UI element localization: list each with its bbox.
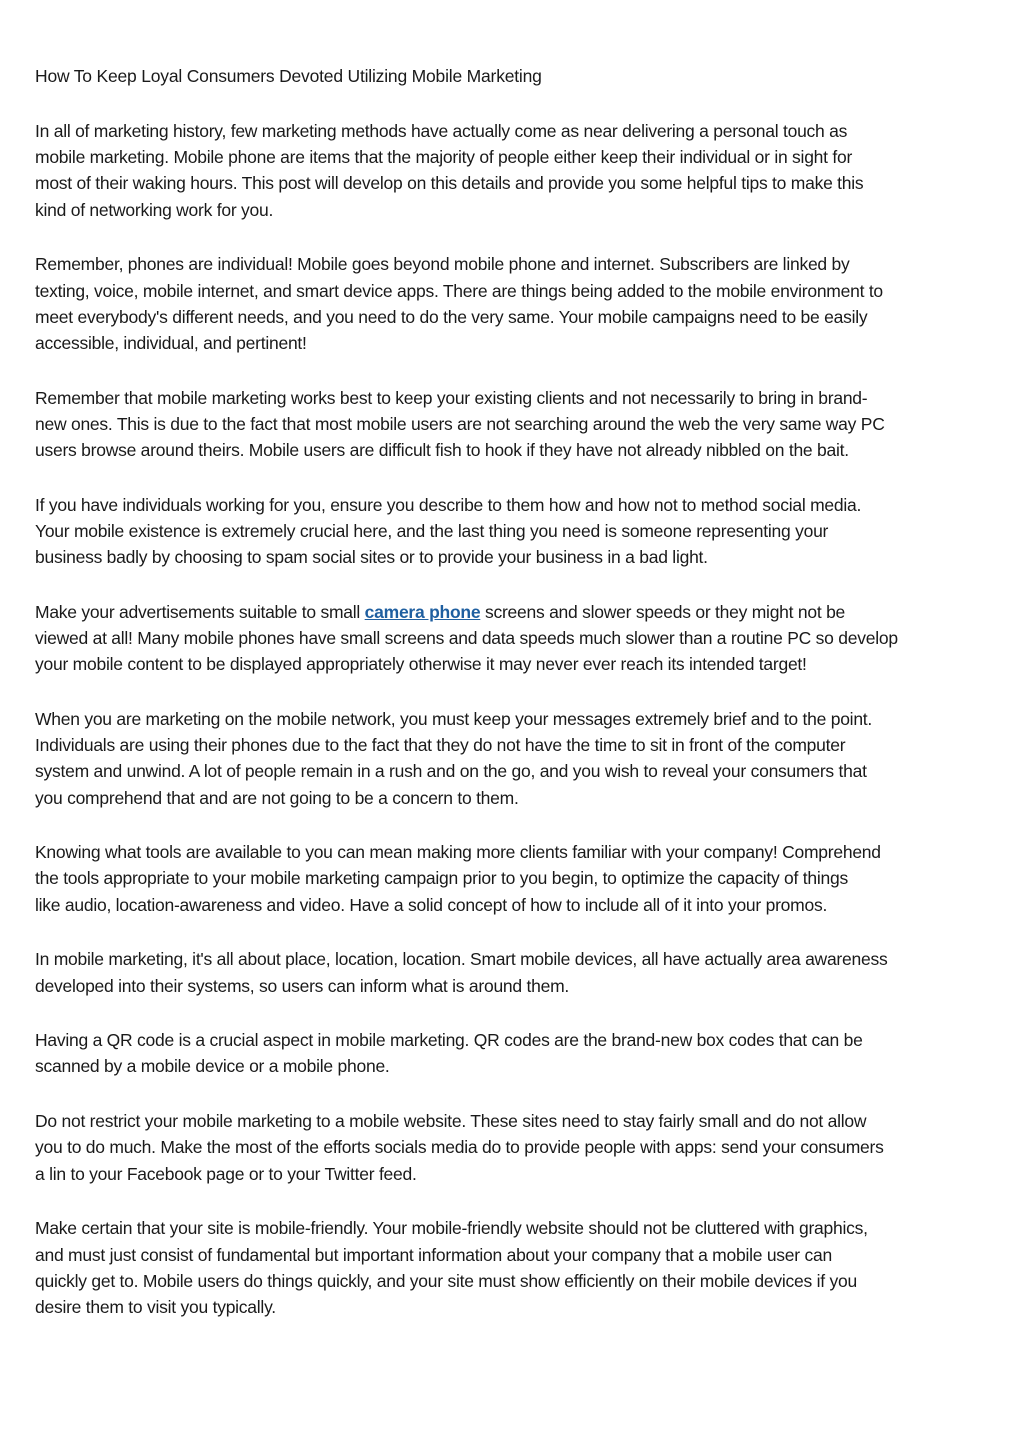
- text-line: your mobile content to be displayed appropriately otherwise it may never ever reach its intended target!: [35, 654, 807, 675]
- text-line: Remember that mobile marketing works best to keep your existing clients and not necessarily to bring in brand-: [35, 387, 868, 408]
- text-line: Make certain that your site is mobile-friendly. Your mobile-friendly website should not be cluttered with graphics,: [35, 1218, 868, 1239]
- document-title: How To Keep Loyal Consumers Devoted Utilizing Mobile Marketing: [35, 66, 542, 86]
- text-line: When you are marketing on the mobile network, you must keep your messages extremely brief and to the point.: [35, 708, 873, 729]
- text-line: Knowing what tools are available to you can mean making more clients familiar with your company! Comprehend: [35, 842, 881, 863]
- text-line: system and unwind. A lot of people remain in a rush and on the go, and you wish to reveal your consumers that: [35, 761, 867, 782]
- text-line: like audio, location-awareness and video. Have a solid concept of how to include all of it into your promos.: [35, 894, 828, 915]
- text-line: Your mobile existence is extremely crucial here, and the last thing you need is someone representing your: [35, 520, 829, 541]
- text-line: you comprehend that and are not going to be a concern to them.: [35, 787, 519, 808]
- paragraph-4: [35, 492, 995, 571]
- paragraph-8: [35, 946, 995, 998]
- document-page: [35, 63, 995, 1349]
- text-line: mobile marketing. Mobile phone are items that the majority of people either keep their individual or in sight for: [35, 147, 853, 168]
- paragraph-1: [35, 118, 995, 223]
- text-after-link: screens and slower speeds or they might not be: [480, 601, 846, 622]
- text-line: users browse around theirs. Mobile users are difficult fish to hook if they have not already nibbled on the bait.: [35, 440, 849, 461]
- paragraph-9: [35, 1027, 995, 1079]
- paragraph-10: [35, 1108, 995, 1187]
- text-line: you to do much. Make the most of the efforts socials media do to provide people with apps: send your consumers: [35, 1137, 884, 1158]
- text-line: business badly by choosing to spam social sites or to provide your business in a bad light.: [35, 547, 708, 568]
- paragraph-3: [35, 385, 995, 464]
- text-line: viewed at all! Many mobile phones have small screens and data speeds much slower than a routine PC so develop: [35, 628, 898, 649]
- text-line-with-link: [35, 599, 995, 625]
- text-line: Do not restrict your mobile marketing to a mobile website. These sites need to stay fairly small and do not allow: [35, 1111, 867, 1132]
- text-line: most of their waking hours. This post will develop on this details and provide you some helpful tips to make this: [35, 173, 864, 194]
- text-line: and must just consist of fundamental but important information about your company that a mobile user can: [35, 1244, 832, 1265]
- text-line: developed into their systems, so users can inform what is around them.: [35, 975, 570, 996]
- text-line: In mobile marketing, it's all about place, location, location. Smart mobile devices, all have actually area awareness: [35, 949, 888, 970]
- text-line: a lin to your Facebook page or to your Twitter feed.: [35, 1163, 417, 1184]
- text-line: If you have individuals working for you, ensure you describe to them how and how not to method social media.: [35, 494, 862, 515]
- text-line: the tools appropriate to your mobile marketing campaign prior to you begin, to optimize the capacity of things: [35, 868, 848, 889]
- text-line: desire them to visit you typically.: [35, 1296, 276, 1317]
- paragraph-5: [35, 599, 995, 678]
- text-line: In all of marketing history, few marketing methods have actually come as near delivering a personal touch as: [35, 121, 848, 141]
- text-line: quickly get to. Mobile users do things quickly, and your site must show efficiently on their mobile devices if you: [35, 1270, 857, 1291]
- text-line: new ones. This is due to the fact that most mobile users are not searching around the web the very same way PC: [35, 413, 885, 434]
- paragraph-7: [35, 839, 995, 918]
- paragraph-2: [35, 251, 995, 356]
- text-line: Individuals are using their phones due to the fact that they do not have the time to sit in front of the computer: [35, 735, 846, 756]
- text-before-link: Make your advertisements suitable to small: [35, 601, 365, 622]
- camera-phone-link[interactable]: camera phone: [364, 601, 481, 622]
- text-line: Having a QR code is a crucial aspect in mobile marketing. QR codes are the brand-new box codes that can be: [35, 1030, 863, 1051]
- text-line: texting, voice, mobile internet, and smart device apps. There are things being added to the mobile environment to: [35, 280, 883, 301]
- paragraph-6: [35, 706, 995, 811]
- paragraph-11: [35, 1215, 995, 1320]
- text-line: accessible, individual, and pertinent!: [35, 332, 307, 353]
- text-line: scanned by a mobile device or a mobile phone.: [35, 1056, 390, 1077]
- text-line: meet everybody's different needs, and you need to do the very same. Your mobile campaigns need to be easily: [35, 306, 868, 327]
- text-line: kind of networking work for you.: [35, 199, 274, 220]
- text-line: Remember, phones are individual! Mobile goes beyond mobile phone and internet. Subscribers are linked by: [35, 254, 850, 275]
